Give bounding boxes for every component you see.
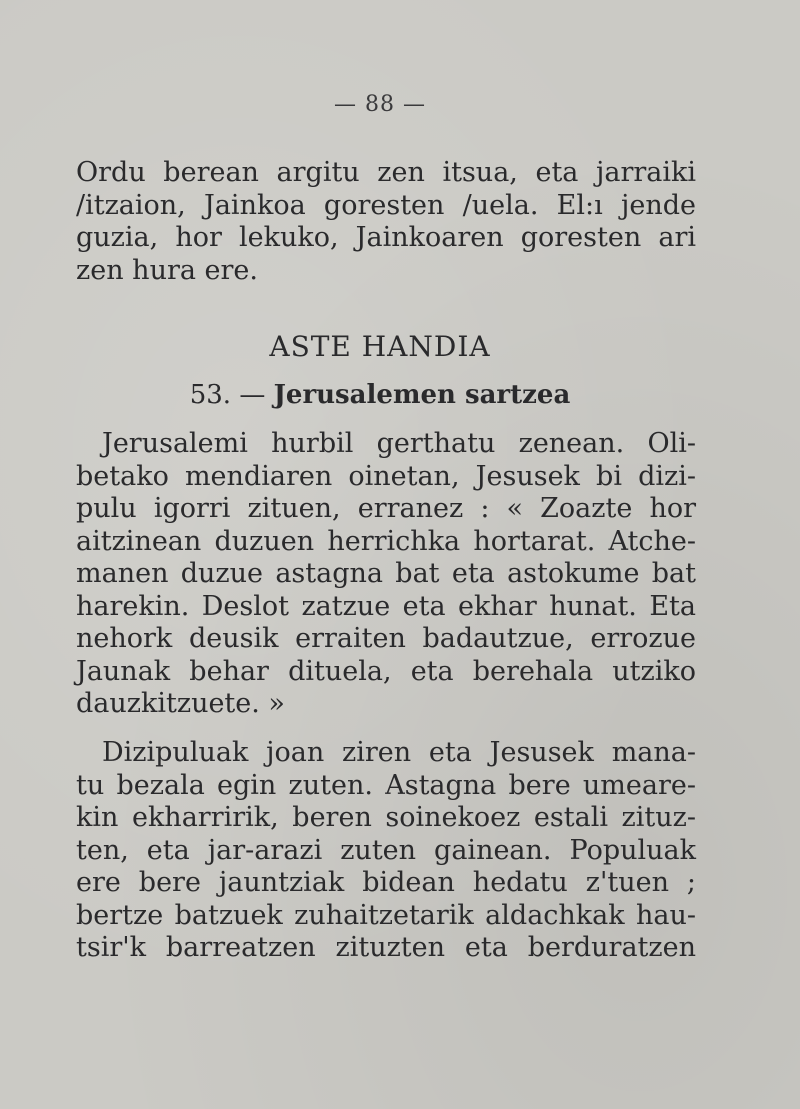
- text-line: nehork deusik erraiten badautzue, errozue: [76, 623, 696, 654]
- chapter-title: Jerusalemen sartzea: [273, 380, 571, 410]
- text-line: ere bere jauntziak bidean hedatu z'tuen ;: [76, 867, 696, 898]
- text-line: ten, eta jar-arazi zuten gainean. Populuak: [76, 834, 696, 866]
- text-line: Dizipuluak joan ziren eta Jesusek mana-: [102, 737, 696, 768]
- text-line: manen duzue astagna bat eta astokume bat: [76, 558, 696, 589]
- text-line: harekin. Deslot zatzue eta ekhar hunat. Eta: [76, 590, 696, 622]
- text-line: bertze batzuek zuhaitzetarik aldachkak hau-: [76, 899, 696, 931]
- paragraph-3: [76, 737, 696, 965]
- text-line: kin ekharririk, beren soinekoez estali zituz-: [76, 802, 696, 833]
- text-line: aitzinean duzuen herrichka hortarat. Atche-: [76, 525, 696, 557]
- paragraph-2: [76, 428, 696, 721]
- chapter-subheading: [0, 380, 760, 410]
- text-line: pulu igorri zituen, erranez : « Zoazte hor: [76, 493, 696, 524]
- text-line: /itzaion, Jainkoa goresten /uela. El:ı jende: [76, 189, 696, 221]
- text-line: dauzkitzuete. »: [76, 688, 285, 719]
- paragraph-1: [76, 157, 696, 287]
- text-line: zen hura ere.: [76, 254, 258, 286]
- text-line: Jaunak behar dituela, eta berehala utziko: [76, 655, 696, 687]
- text-line: Jerusalemi hurbil gerthatu zenean. Oli-: [102, 428, 696, 459]
- chapter-number: 53. —: [189, 380, 266, 410]
- page-number: — 88 —: [334, 92, 426, 117]
- text-line: betako mendiaren oinetan, Jesusek bi dizi-: [76, 460, 696, 492]
- text-line: Ordu berean argitu zen itsua, eta jarraiki: [76, 157, 696, 188]
- text-line: tu bezala egin zuten. Astagna bere umeare-: [76, 769, 696, 801]
- text-line: guzia, hor lekuko, Jainkoaren goresten ari: [76, 222, 696, 253]
- text-line: tsir'k barreatzen zituzten eta berduratzen: [76, 932, 696, 963]
- section-heading: ASTE HANDIA: [269, 330, 491, 363]
